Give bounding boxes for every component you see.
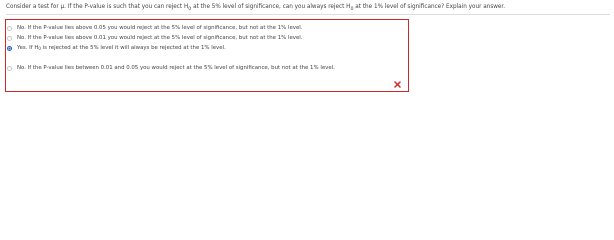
divider (6, 14, 610, 15)
answer-option-4[interactable] (7, 63, 335, 73)
answer-option-3[interactable] (7, 43, 226, 53)
question-text-part2: at the 5% level of significance, can you always reject H (191, 4, 351, 10)
question-text-part3: at the 1% level of significance? Explain your answer. (353, 4, 506, 10)
radio-button-option-3-selected[interactable] (7, 46, 12, 51)
question-text (6, 3, 610, 14)
radio-button-option-4[interactable] (7, 66, 12, 71)
answer-option-1[interactable] (7, 23, 303, 33)
answer-option-3-label-part2: is rejected at the 5% level it will always be rejected at the 1% level. (40, 45, 226, 51)
question-text-subscript-1: 0 (188, 7, 192, 13)
answer-option-1-label: No. If the P-value lies above 0.05 you would reject at the 5% level of significance, but not at the 1% level. (17, 25, 303, 31)
answer-options-box (5, 19, 409, 92)
answer-option-3-label-subscript: 0 (38, 46, 41, 51)
radio-button-option-2[interactable] (7, 36, 12, 41)
question-text-part1: Consider a test for μ. If the P-value is such that you can reject H (6, 4, 189, 10)
answer-option-2-label: No. If the P-value lies above 0.01 you would reject at the 5% level of significance, but not at the 1% level. (17, 35, 303, 41)
answer-option-2[interactable] (7, 33, 303, 43)
question-text-subscript-2: 0 (350, 7, 354, 13)
answer-option-3-label (17, 43, 226, 53)
red-x-icon (394, 81, 401, 88)
answer-option-4-label: No. If the P-value lies between 0.01 and 0.05 you would reject at the 5% level of significance, but not at the 1% level. (17, 65, 335, 71)
answer-option-3-label-part1: Yes. If H (17, 45, 39, 51)
radio-button-option-1[interactable] (7, 26, 12, 31)
